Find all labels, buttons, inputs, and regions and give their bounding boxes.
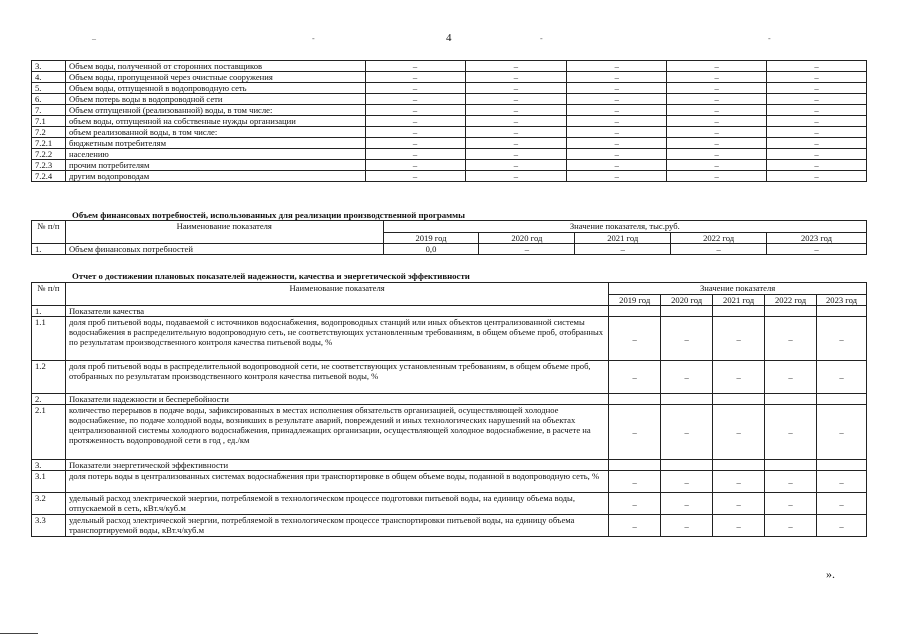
row-value: – <box>661 471 713 493</box>
table-row <box>32 94 867 105</box>
row-value: – <box>365 127 465 138</box>
empty-cell <box>609 460 661 471</box>
table-row <box>32 116 867 127</box>
row-num: 1. <box>32 244 66 255</box>
row-value: – <box>465 149 567 160</box>
row-value: – <box>479 244 575 255</box>
year-header: 2020 год <box>661 295 713 306</box>
row-num: 2. <box>32 394 66 405</box>
table-row <box>32 138 867 149</box>
header-num: № п/п <box>32 221 66 244</box>
row-num: 7.2.4 <box>32 171 66 182</box>
row-value: – <box>567 72 667 83</box>
row-value: – <box>767 94 867 105</box>
row-value: 0,0 <box>383 244 479 255</box>
row-value: – <box>767 116 867 127</box>
row-value: – <box>765 471 817 493</box>
row-num: 3. <box>32 61 66 72</box>
row-name: Показатели качества <box>65 306 608 317</box>
row-value: – <box>767 171 867 182</box>
table-row <box>32 515 867 537</box>
table-row <box>32 149 867 160</box>
table-row <box>32 127 867 138</box>
scan-mark: - <box>540 34 543 43</box>
table-row <box>32 317 867 361</box>
row-value: – <box>817 471 867 493</box>
year-header: 2020 год <box>479 233 575 244</box>
row-value: – <box>567 127 667 138</box>
row-num: 1.1 <box>32 317 66 361</box>
water-volume-table <box>31 60 867 182</box>
row-value: – <box>567 171 667 182</box>
row-value: – <box>765 515 817 537</box>
row-num: 7.2.3 <box>32 160 66 171</box>
row-value: – <box>765 493 817 515</box>
row-value: – <box>667 160 767 171</box>
empty-cell <box>609 394 661 405</box>
row-value: – <box>767 138 867 149</box>
empty-cell <box>817 460 867 471</box>
row-value: – <box>465 116 567 127</box>
empty-cell <box>765 394 817 405</box>
row-num: 7.1 <box>32 116 66 127</box>
row-value: – <box>667 149 767 160</box>
row-name: доля проб питьевой воды в распределительной водопроводной сети, не соответствующих установленным требованиям, в общем объеме проб, отобранных по результатам производственного контроля качества питьевой воды, % <box>65 361 608 394</box>
row-value: – <box>365 116 465 127</box>
row-value: – <box>365 83 465 94</box>
row-value: – <box>713 471 765 493</box>
row-value: – <box>465 83 567 94</box>
row-value: – <box>765 405 817 460</box>
table-row <box>32 361 867 394</box>
row-value: – <box>465 138 567 149</box>
row-name: доля потерь воды в централизованных системах водоснабжения при транспортировке в общем объеме воды, поданной в водопроводную сеть, % <box>65 471 608 493</box>
year-header: 2021 год <box>575 233 671 244</box>
row-value: – <box>661 515 713 537</box>
year-header: 2023 год <box>767 233 867 244</box>
row-value: – <box>767 244 867 255</box>
row-value: – <box>365 72 465 83</box>
header-name: Наименование показателя <box>65 283 608 306</box>
row-value: – <box>667 72 767 83</box>
row-value: – <box>567 105 667 116</box>
row-value: – <box>661 405 713 460</box>
header-value: Значение показателя, тыс.руб. <box>383 221 866 233</box>
header-name: Наименование показателя <box>65 221 383 244</box>
row-name: Объем воды, пропущенной через очистные сооружения <box>65 72 365 83</box>
row-name: Показатели энергетической эффективности <box>65 460 608 471</box>
row-num: 4. <box>32 72 66 83</box>
empty-cell <box>609 306 661 317</box>
row-name: Объем воды, отпущенной в водопроводную сеть <box>65 83 365 94</box>
table-row <box>32 471 867 493</box>
row-value: – <box>713 405 765 460</box>
row-name: удельный расход электрической энергии, потребляемой в технологическом процессе подготовки питьевой воды, на единицу объема воды, отпускаемой в сеть, кВт.ч/куб.м <box>65 493 608 515</box>
empty-cell <box>661 306 713 317</box>
row-value: – <box>365 105 465 116</box>
row-value: – <box>767 149 867 160</box>
group-row <box>32 460 867 471</box>
table-row <box>32 244 867 255</box>
row-value: – <box>609 493 661 515</box>
row-num: 3.1 <box>32 471 66 493</box>
empty-cell <box>661 394 713 405</box>
row-name: удельный расход электрической энергии, потребляемой в технологическом процессе транспортировки питьевой воды, на единицу объема транспортируемой воды, кВт.ч/куб.м <box>65 515 608 537</box>
row-value: – <box>365 160 465 171</box>
row-value: – <box>667 83 767 94</box>
year-header: 2022 год <box>671 233 767 244</box>
row-num: 7.2 <box>32 127 66 138</box>
year-header: 2019 год <box>383 233 479 244</box>
row-name: Объем потерь воды в водопроводной сети <box>65 94 365 105</box>
row-value: – <box>667 105 767 116</box>
row-name: объем воды, отпущенной на собственные нужды организации <box>65 116 365 127</box>
scan-mark: – <box>92 34 96 43</box>
table-row <box>32 171 867 182</box>
row-value: – <box>667 138 767 149</box>
row-value: – <box>817 361 867 394</box>
year-header: 2021 год <box>713 295 765 306</box>
row-num: 3. <box>32 460 66 471</box>
row-name: населению <box>65 149 365 160</box>
row-value: – <box>767 127 867 138</box>
table-row <box>32 105 867 116</box>
row-num: 3.2 <box>32 493 66 515</box>
row-value: – <box>667 127 767 138</box>
header-value: Значение показателя <box>609 283 867 295</box>
table-row <box>32 405 867 460</box>
row-name: Показатели надежности и бесперебойности <box>65 394 608 405</box>
row-num: 6. <box>32 94 66 105</box>
row-num: 7.2.1 <box>32 138 66 149</box>
empty-cell <box>817 394 867 405</box>
row-value: – <box>667 116 767 127</box>
indicators-report-title: Отчет о достижении плановых показателей надежности, качества и энергетической эффективности <box>72 271 470 281</box>
row-name: доля проб питьевой воды, подаваемой с источников водоснабжения, водопроводных станций или иных объектов централизованной системы водоснабжения в распределительную водопроводную сеть, не соответствующих установленным требованиям, в общем объеме проб, отобранных по результатам производственного контроля качества питьевой воды, % <box>65 317 608 361</box>
row-name: другим водопроводам <box>65 171 365 182</box>
empty-cell <box>817 306 867 317</box>
row-value: – <box>765 361 817 394</box>
group-row <box>32 394 867 405</box>
row-name: Объем финансовых потребностей <box>65 244 383 255</box>
row-name: бюджетным потребителям <box>65 138 365 149</box>
row-num: 7. <box>32 105 66 116</box>
row-value: – <box>609 317 661 361</box>
row-num: 1. <box>32 306 66 317</box>
table-row <box>32 83 867 94</box>
row-value: – <box>465 160 567 171</box>
empty-cell <box>661 460 713 471</box>
row-num: 7.2.2 <box>32 149 66 160</box>
row-value: – <box>567 116 667 127</box>
empty-cell <box>713 394 765 405</box>
row-value: – <box>767 105 867 116</box>
row-value: – <box>567 61 667 72</box>
table-row <box>32 61 867 72</box>
row-value: – <box>667 94 767 105</box>
year-header: 2023 год <box>817 295 867 306</box>
row-value: – <box>465 72 567 83</box>
financial-needs-table <box>31 220 867 255</box>
row-value: – <box>365 94 465 105</box>
indicators-table <box>31 282 867 537</box>
empty-cell <box>765 306 817 317</box>
page-number: 4 <box>446 32 452 44</box>
row-name: прочим потребителям <box>65 160 365 171</box>
row-value: – <box>465 171 567 182</box>
group-row <box>32 306 867 317</box>
row-value: – <box>567 83 667 94</box>
row-value: – <box>713 515 765 537</box>
empty-cell <box>765 460 817 471</box>
row-value: – <box>713 493 765 515</box>
row-value: – <box>767 72 867 83</box>
row-value: – <box>567 160 667 171</box>
empty-cell <box>713 460 765 471</box>
empty-cell <box>713 306 765 317</box>
row-value: – <box>767 160 867 171</box>
row-value: – <box>767 83 867 94</box>
row-value: – <box>465 127 567 138</box>
row-value: – <box>567 149 667 160</box>
scan-mark: - <box>312 34 315 43</box>
financial-needs-title: Объем финансовых потребностей, использованных для реализации производственной программы <box>72 210 465 220</box>
scan-line <box>0 633 38 634</box>
row-value: – <box>609 361 661 394</box>
table-row <box>32 493 867 515</box>
header-num: № п/п <box>32 283 66 306</box>
row-value: – <box>609 515 661 537</box>
year-header: 2019 год <box>609 295 661 306</box>
row-value: – <box>817 317 867 361</box>
row-num: 3.3 <box>32 515 66 537</box>
row-value: – <box>817 493 867 515</box>
row-value: – <box>817 405 867 460</box>
row-value: – <box>713 317 765 361</box>
row-value: – <box>465 61 567 72</box>
row-num: 2.1 <box>32 405 66 460</box>
row-name: количество перерывов в подаче воды, зафиксированных в местах исполнения обязательств организацией, осуществляющей холодное водоснабжение, по подаче холодной воды, возникших в результате аварий, повреждений и иных технологических нарушений на объектах централизованной системы холодного водоснабжения, принадлежащих организации, осуществляющей холодное водоснабжение, в расчете на протяженность водопроводной сети в год , ед./км <box>65 405 608 460</box>
row-value: – <box>567 138 667 149</box>
row-value: – <box>765 317 817 361</box>
row-value: – <box>365 138 465 149</box>
closing-quote-mark: ». <box>826 567 835 581</box>
row-value: – <box>365 149 465 160</box>
row-value: – <box>567 94 667 105</box>
row-value: – <box>365 171 465 182</box>
row-value: – <box>817 515 867 537</box>
row-value: – <box>713 361 765 394</box>
row-value: – <box>365 61 465 72</box>
row-value: – <box>609 405 661 460</box>
row-value: – <box>465 105 567 116</box>
table-row <box>32 160 867 171</box>
row-name: объем реализованной воды, в том числе: <box>65 127 365 138</box>
year-header: 2022 год <box>765 295 817 306</box>
row-value: – <box>767 61 867 72</box>
row-value: – <box>667 61 767 72</box>
row-value: – <box>671 244 767 255</box>
table-row <box>32 72 867 83</box>
row-value: – <box>661 493 713 515</box>
row-value: – <box>609 471 661 493</box>
row-value: – <box>661 361 713 394</box>
row-value: – <box>465 94 567 105</box>
row-name: Объем воды, полученной от сторонних поставщиков <box>65 61 365 72</box>
row-value: – <box>575 244 671 255</box>
row-name: Объем отпущенной (реализованной) воды, в том числе: <box>65 105 365 116</box>
row-value: – <box>661 317 713 361</box>
row-num: 1.2 <box>32 361 66 394</box>
row-num: 5. <box>32 83 66 94</box>
row-value: – <box>667 171 767 182</box>
scan-mark: - <box>768 34 771 43</box>
